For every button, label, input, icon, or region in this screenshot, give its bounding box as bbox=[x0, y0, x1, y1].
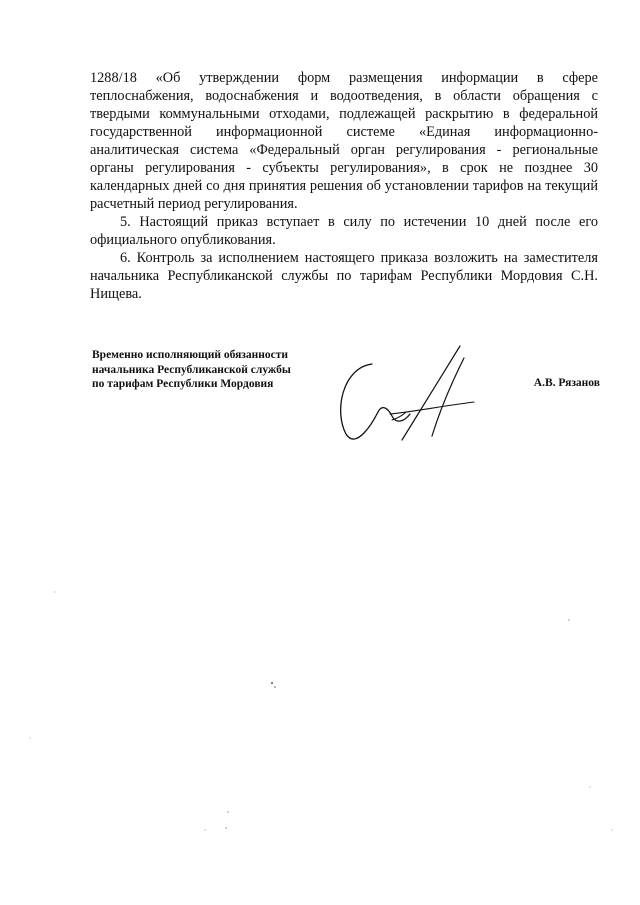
text-line: аналитическая система «Федеральный орган регулирования - региональные bbox=[90, 142, 598, 158]
text-line: С.Н. Нищева. bbox=[90, 268, 598, 302]
text-line: 5. Настоящий приказ вступает в силу по истечении 10 дней после его bbox=[120, 214, 598, 230]
text-line: органы регулирования - субъекты регулирования», в срок не позднее 30 bbox=[90, 160, 598, 176]
text-line: начальника Республиканской службы по тарифам Республики Мордовия bbox=[90, 268, 563, 284]
text-line: расчетный период регулирования. bbox=[90, 196, 298, 212]
text-line: теплоснабжения, водоснабжения и водоотведения, в области обращения с bbox=[90, 88, 598, 104]
text-line: календарных дней со дня принятия решения об установлении тарифов на текущий bbox=[90, 178, 598, 194]
position-line: по тарифам Республики Мордовия bbox=[92, 378, 274, 390]
text-line: твердыми коммунальными отходами, подлежащей раскрытию в федеральной bbox=[90, 106, 598, 122]
text-line: 6. Контроль за исполнением настоящего приказа возложить на заместителя bbox=[120, 250, 598, 266]
signer-name: А.В. Рязанов bbox=[533, 377, 600, 389]
position-line: начальника Республиканской службы bbox=[92, 363, 291, 376]
text-line: официального опубликования. bbox=[90, 232, 276, 248]
text-line: 1288/18 «Об утверждении форм размещения информации в сфере bbox=[90, 70, 598, 86]
text-line: государственной информационной системе «Единая информационно- bbox=[90, 124, 598, 140]
position-line: Временно исполняющий обязанности bbox=[92, 349, 289, 361]
